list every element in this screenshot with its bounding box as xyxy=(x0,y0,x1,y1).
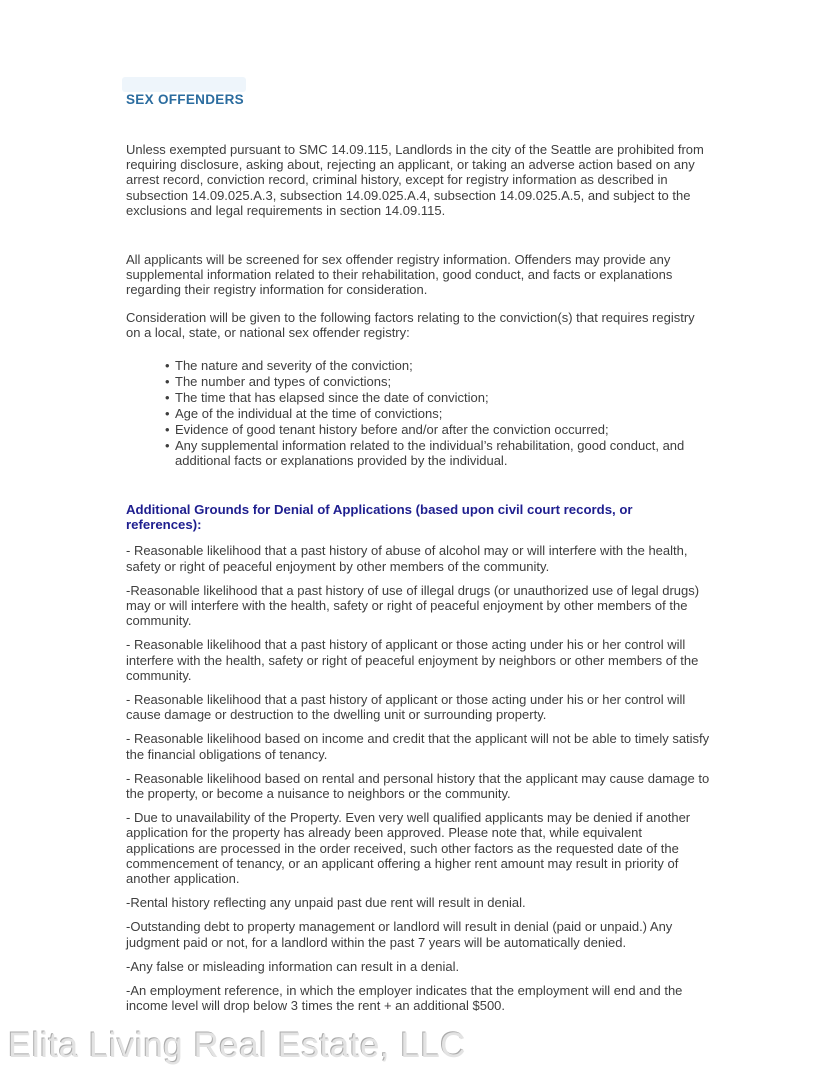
list-item: • Any supplemental information related to the individual’s rehabilitation, good conduct, and additional facts or explanations provided by the individual. xyxy=(165,438,711,470)
denial-item: - Reasonable likelihood that a past history of applicant or those acting under his or her control will interfere with the health, safety or right of peaceful enjoyment by neighbors or other members of the community. xyxy=(126,637,699,683)
list-item: • Age of the individual at the time of convictions; xyxy=(165,406,711,422)
denial-item: -An employment reference, in which the employer indicates that the employment will end and the income level will drop below 3 times the rent + an additional $500. xyxy=(126,983,683,1014)
paragraph-consideration-intro: Consideration will be given to the following factors relating to the conviction(s) that requires registry on a local, state, or national sex offender registry: xyxy=(126,309,695,340)
section-heading-sex-offenders: SEX OFFENDERS xyxy=(126,92,244,107)
list-item: • The number and types of convictions; xyxy=(165,374,711,390)
denial-item: - Reasonable likelihood based on rental and personal history that the applicant may cause damage to the property, or become a nuisance to neighbors or the community. xyxy=(126,770,710,802)
list-item: • Evidence of good tenant history before and/or after the conviction occurred; xyxy=(165,422,711,438)
paragraph-screening-policy: All applicants will be screened for sex offender registry information. Offenders may provide any supplemental information related to their rehabilitation, good conduct, and facts or explanations regarding their registry information for consideration. xyxy=(126,252,673,298)
denial-item: - Reasonable likelihood that a past history of applicant or those acting under his or her control will cause damage or destruction to the dwelling unit or surrounding property. xyxy=(126,692,686,723)
company-watermark: Elita Living Real Estate, LLC xyxy=(8,1026,467,1065)
denial-item: - Reasonable likelihood that a past history of abuse of alcohol may or will interfere with the health, safety or right of peaceful enjoyment by other members of the community. xyxy=(126,543,688,574)
denial-item: -Rental history reflecting any unpaid past due rent will result in denial. xyxy=(126,895,526,911)
denial-item: -Any false or misleading information can result in a denial. xyxy=(126,958,460,974)
list-item: • The time that has elapsed since the date of conviction; xyxy=(165,390,711,406)
denial-item: -Outstanding debt to property management or landlord will result in denial (paid or unpaid.) Any judgment paid or not, for a landlord within the past 7 years will be automatically denied. xyxy=(126,919,673,950)
list-item: • The nature and severity of the conviction; xyxy=(165,358,711,374)
denial-item: - Due to unavailability of the Property. Even very well qualified applicants may be denied if another application for the property has already been approved. Please note that, while equivalent applications are processed in the order received, such other factors as the requested date of the commencement of tenancy, or an applicant offering a higher rent amount may result in priority of another application. xyxy=(126,810,691,887)
denial-items-list xyxy=(126,543,711,1013)
consideration-factors-list xyxy=(126,358,711,469)
paragraph-smc-exemption: Unless exempted pursuant to SMC 14.09.115, Landlords in the city of the Seattle are prohibited from requiring disclosure, asking about, rejecting an applicant, or taking an adverse action based on any arrest record, conviction record, criminal history, except for registry information as described in subsection 14.09.025.A.3, subsection 14.09.025.A.4, subsection 14.09.025.A.5, and subject to the exclusions and legal requirements in section 14.09.115. xyxy=(126,142,704,218)
denial-item: - Reasonable likelihood based on income and credit that the applicant will not be able to timely satisfy the financial obligations of tenancy. xyxy=(126,731,710,762)
section-heading-additional-grounds: Additional Grounds for Denial of Applications (based upon civil court records, or references): xyxy=(126,502,633,533)
denial-item: -Reasonable likelihood that a past history of use of illegal drugs (or unauthorized use of legal drugs) may or will interfere with the health, safety or right of peaceful enjoyment by other members of the community. xyxy=(126,582,700,629)
highlight-artifact xyxy=(122,77,246,92)
